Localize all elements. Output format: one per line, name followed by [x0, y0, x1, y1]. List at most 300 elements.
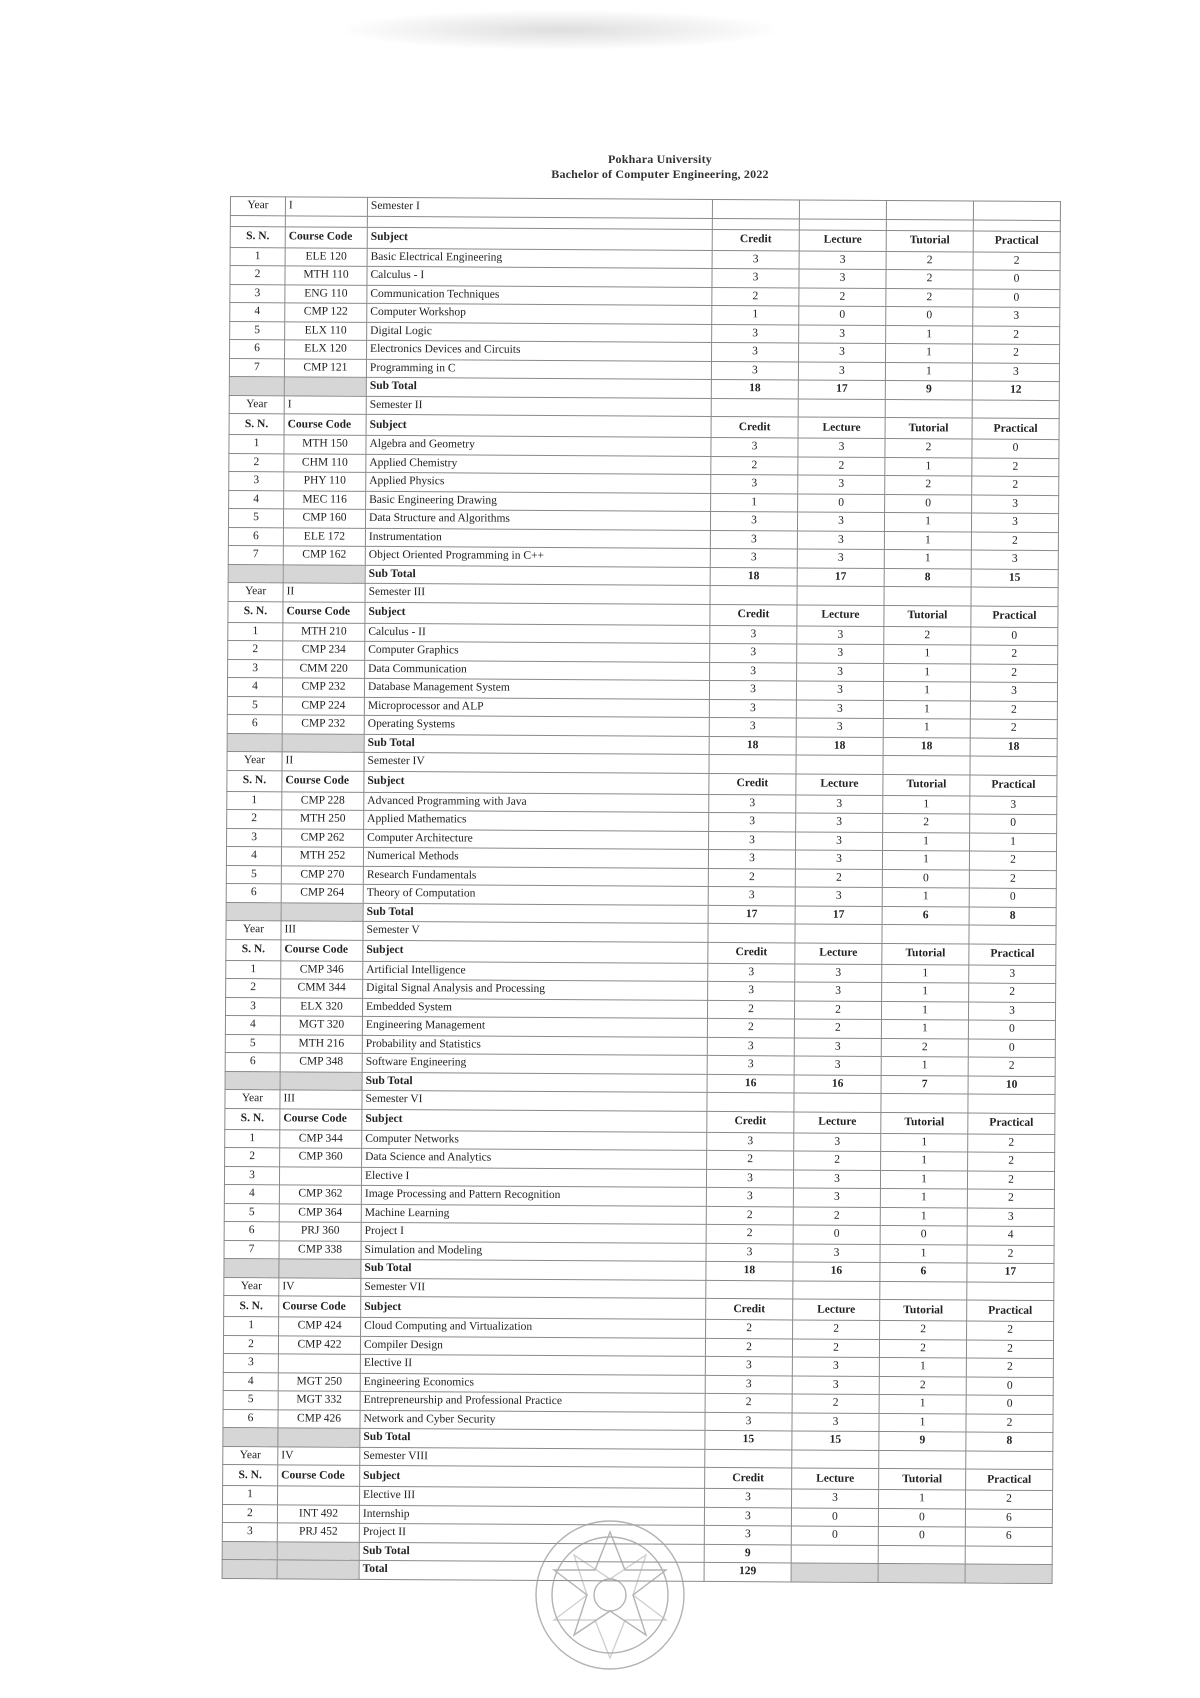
- tutorial-value: 1: [886, 325, 973, 344]
- credit-value: 3: [705, 1356, 792, 1375]
- tutorial-value: 1: [882, 850, 969, 869]
- course-subject: Computer Networks: [362, 1130, 707, 1151]
- subject-header: Subject: [360, 1465, 705, 1488]
- lecture-header: Lecture: [797, 604, 884, 626]
- credit-value: 3: [708, 981, 795, 1000]
- lecture-value: 3: [793, 1169, 880, 1188]
- course-subject: Embedded System: [362, 998, 707, 1019]
- tutorial-value: 1: [883, 832, 970, 851]
- lecture-value: 2: [794, 1151, 881, 1170]
- serial-number: 1: [229, 434, 284, 453]
- course-subject: Network and Cyber Security: [360, 1410, 705, 1431]
- practical-value: 2: [968, 1152, 1055, 1171]
- practical-value: 2: [972, 344, 1059, 363]
- subtotal-label: Sub Total: [365, 565, 710, 586]
- course-code-header: Course Code: [284, 414, 366, 436]
- tutorial-value: 1: [883, 795, 970, 814]
- serial-number: 4: [224, 1184, 279, 1203]
- credit-value: 3: [709, 717, 796, 736]
- credit-value: 2: [707, 1000, 794, 1019]
- course-code: MTH 110: [285, 266, 367, 285]
- tutorial-value: 2: [879, 1339, 966, 1358]
- year-label: Year: [224, 1277, 279, 1296]
- course-code: MTH 216: [280, 1034, 362, 1053]
- empty-cell: [281, 902, 363, 921]
- tutorial-value: 1: [880, 1188, 967, 1207]
- course-subject: Data Science and Analytics: [362, 1148, 707, 1169]
- course-code: MGT 320: [280, 1016, 362, 1035]
- document-header: [0, 152, 1200, 182]
- practical-value: 2: [971, 532, 1058, 551]
- tutorial-value: 1: [884, 531, 971, 550]
- course-code: ELX 320: [280, 997, 362, 1016]
- serial-number: 4: [223, 1372, 278, 1391]
- lecture-value: 0: [791, 1526, 878, 1545]
- sn-header: S. N.: [229, 413, 284, 434]
- serial-number: 4: [229, 490, 284, 509]
- course-subject: Applied Physics: [366, 472, 711, 493]
- practical-value: 0: [973, 289, 1060, 308]
- university-seal: [525, 1510, 695, 1680]
- subject-header: Subject: [365, 602, 710, 625]
- credit-value: 2: [706, 1224, 793, 1243]
- tutorial-value: 1: [881, 1056, 968, 1075]
- subtotal-label: Sub Total: [364, 734, 709, 755]
- empty-cell: [224, 1258, 279, 1277]
- tutorial-value: 1: [880, 1170, 967, 1189]
- lecture-value: 0: [799, 306, 886, 325]
- credit-value: 3: [709, 812, 796, 831]
- lecture-header: Lecture: [795, 942, 882, 964]
- course-subject: Image Processing and Pattern Recognition: [361, 1185, 706, 1206]
- year-value: IV: [279, 1277, 361, 1296]
- course-subject: Microprocessor and ALP: [364, 697, 709, 718]
- course-subject: Computer Graphics: [365, 641, 710, 662]
- subtotal-practical: 15: [971, 569, 1058, 588]
- credit-value: 3: [712, 268, 799, 287]
- subtotal-practical: 12: [972, 381, 1059, 400]
- practical-header: Practical: [972, 418, 1059, 440]
- credit-value: 3: [710, 530, 797, 549]
- subtotal-label: Sub Total: [361, 1259, 706, 1280]
- course-code: MTH 150: [284, 435, 366, 454]
- serial-number: 1: [225, 1129, 280, 1148]
- course-subject: Entrepreneurship and Professional Practice: [360, 1391, 705, 1412]
- credit-value: 2: [707, 1018, 794, 1037]
- empty-cell: [229, 376, 284, 395]
- credit-value: 3: [706, 1169, 793, 1188]
- practical-value: 2: [966, 1414, 1053, 1433]
- empty-cell: [973, 220, 1060, 232]
- subtotal-lecture: [791, 1544, 878, 1563]
- lecture-value: 3: [793, 1188, 880, 1207]
- practical-header: Practical: [970, 775, 1057, 797]
- course-subject: Computer Workshop: [367, 303, 712, 324]
- sn-header: S. N.: [223, 1464, 278, 1485]
- credit-value: 1: [712, 305, 799, 324]
- lecture-value: 2: [799, 287, 886, 306]
- empty-cell: [794, 1093, 881, 1112]
- lecture-value: 3: [795, 850, 882, 869]
- serial-number: 2: [223, 1335, 278, 1354]
- practical-value: 2: [970, 719, 1057, 738]
- serial-number: 5: [228, 508, 283, 527]
- course-code: ELX 120: [285, 340, 367, 359]
- subtotal-credit: 9: [704, 1544, 791, 1563]
- course-subject: Internship: [359, 1505, 704, 1526]
- course-code-header: Course Code: [285, 226, 367, 248]
- course-subject: Simulation and Modeling: [361, 1241, 706, 1262]
- subject-header: Subject: [363, 940, 708, 963]
- credit-value: 3: [712, 342, 799, 361]
- credit-value: 3: [709, 699, 796, 718]
- scan-artifact: [340, 10, 780, 50]
- credit-value: 3: [705, 1488, 792, 1507]
- course-subject: Basic Electrical Engineering: [367, 248, 712, 269]
- serial-number: 2: [229, 453, 284, 472]
- subject-header: Subject: [364, 771, 709, 794]
- subtotal-lecture: 16: [794, 1074, 881, 1093]
- credit-value: 3: [710, 548, 797, 567]
- tutorial-value: 1: [885, 457, 972, 476]
- empty-cell: [970, 756, 1057, 775]
- practical-value: 0: [969, 888, 1056, 907]
- practical-header: Practical: [968, 1113, 1055, 1135]
- tutorial-value: 1: [883, 682, 970, 701]
- serial-number: 6: [225, 1052, 280, 1071]
- subtotal-practical: 10: [968, 1076, 1055, 1095]
- empty-cell: [280, 1071, 362, 1090]
- empty-cell: [798, 398, 885, 417]
- tutorial-header: Tutorial: [885, 418, 972, 440]
- practical-value: 2: [968, 1057, 1055, 1076]
- empty-cell: [793, 1280, 880, 1299]
- lecture-value: 3: [798, 438, 885, 457]
- practical-value: 3: [967, 1208, 1054, 1227]
- course-code-header: Course Code: [279, 1296, 361, 1318]
- empty-cell: [226, 902, 281, 921]
- course-code: CMP 228: [282, 791, 364, 810]
- lecture-value: 3: [794, 1056, 881, 1075]
- course-subject: Applied Mathematics: [364, 810, 709, 831]
- semester-name: Semester VII: [361, 1278, 706, 1299]
- lecture-header: Lecture: [793, 1299, 880, 1321]
- lecture-value: 0: [793, 1225, 880, 1244]
- credit-value: 3: [712, 250, 799, 269]
- empty-cell: [797, 586, 884, 605]
- serial-number: 7: [229, 358, 284, 377]
- course-code: CMP 224: [282, 696, 364, 715]
- subtotal-tutorial: 8: [884, 568, 971, 587]
- serial-number: 3: [223, 1353, 278, 1372]
- course-code: MTH 252: [281, 847, 363, 866]
- empty-cell: [795, 924, 882, 943]
- serial-number: 2: [230, 266, 285, 285]
- tutorial-value: 0: [878, 1508, 965, 1527]
- credit-header: Credit: [709, 773, 796, 795]
- serial-number: 6: [226, 883, 281, 902]
- empty-cell: [710, 585, 797, 604]
- serial-number: 3: [228, 659, 283, 678]
- course-code: [278, 1354, 360, 1373]
- practical-value: 4: [967, 1226, 1054, 1245]
- credit-value: 3: [708, 963, 795, 982]
- tutorial-value: 1: [881, 1001, 968, 1020]
- course-subject: Numerical Methods: [363, 847, 708, 868]
- credit-value: 3: [707, 1037, 794, 1056]
- practical-value: 3: [970, 682, 1057, 701]
- course-subject: Calculus - II: [365, 623, 710, 644]
- empty-cell: [972, 400, 1059, 419]
- subtotal-label: Sub Total: [359, 1542, 704, 1563]
- credit-value: 3: [711, 474, 798, 493]
- course-code: CMP 362: [279, 1185, 361, 1204]
- lecture-value: 3: [798, 343, 885, 362]
- university-name: Pokhara University: [608, 152, 712, 166]
- empty-cell: [878, 1563, 965, 1582]
- sn-header: S. N.: [228, 601, 283, 622]
- tutorial-value: 2: [885, 439, 972, 458]
- tutorial-value: 2: [885, 476, 972, 495]
- course-code: PRJ 360: [279, 1222, 361, 1241]
- subtotal-lecture: 18: [796, 736, 883, 755]
- course-subject: Elective III: [360, 1486, 705, 1507]
- year-label: Year: [223, 1446, 278, 1465]
- subtotal-credit: 18: [706, 1261, 793, 1280]
- serial-number: 5: [227, 696, 282, 715]
- tutorial-value: 1: [885, 344, 972, 363]
- course-subject: Advanced Programming with Java: [364, 792, 709, 813]
- credit-value: 2: [711, 456, 798, 475]
- lecture-value: 3: [797, 512, 884, 531]
- subtotal-tutorial: 9: [879, 1431, 966, 1450]
- empty-cell: [284, 377, 366, 396]
- subtotal-tutorial: [878, 1545, 965, 1564]
- course-subject: Project II: [359, 1523, 704, 1544]
- tutorial-value: 0: [886, 307, 973, 326]
- empty-cell: [966, 1451, 1053, 1470]
- tutorial-value: 1: [884, 550, 971, 569]
- lecture-value: 3: [796, 813, 883, 832]
- course-code: PHY 110: [284, 472, 366, 491]
- course-code: CMP 364: [279, 1203, 361, 1222]
- empty-cell: [967, 1282, 1054, 1301]
- course-code: CMP 264: [281, 884, 363, 903]
- credit-value: 3: [710, 662, 797, 681]
- credit-value: 2: [706, 1319, 793, 1338]
- empty-cell: [225, 1071, 280, 1090]
- empty-cell: [712, 218, 799, 230]
- course-subject: Communication Techniques: [367, 285, 712, 306]
- course-subject: Probability and Statistics: [362, 1035, 707, 1056]
- lecture-value: 3: [791, 1489, 878, 1508]
- course-subject: Research Fundamentals: [363, 866, 708, 887]
- course-code: CMM 220: [283, 659, 365, 678]
- practical-value: 0: [971, 627, 1058, 646]
- subtotal-label: Sub Total: [366, 377, 711, 398]
- lecture-value: 3: [792, 1357, 879, 1376]
- course-code: INT 492: [277, 1504, 359, 1523]
- lecture-value: 3: [796, 681, 883, 700]
- lecture-value: 0: [791, 1507, 878, 1526]
- tutorial-value: 2: [886, 288, 973, 307]
- lecture-value: 3: [799, 269, 886, 288]
- year-label: Year: [227, 751, 282, 770]
- course-code: MEC 116: [284, 490, 366, 509]
- empty-cell: [285, 215, 367, 227]
- course-code: CMP 232: [282, 715, 364, 734]
- course-code: CMP 360: [280, 1148, 362, 1167]
- year-value: III: [280, 1090, 362, 1109]
- serial-number: 5: [224, 1203, 279, 1222]
- practical-value: 2: [970, 701, 1057, 720]
- empty-cell: [969, 925, 1056, 944]
- tutorial-value: 1: [879, 1357, 966, 1376]
- sn-header: S. N.: [227, 770, 282, 791]
- course-code: ELX 110: [285, 321, 367, 340]
- serial-number: 2: [222, 1504, 277, 1523]
- lecture-value: 3: [797, 662, 884, 681]
- practical-value: 3: [973, 307, 1060, 326]
- empty-cell: [708, 923, 795, 942]
- course-subject: Project I: [361, 1222, 706, 1243]
- course-code: CMP 344: [280, 1129, 362, 1148]
- empty-cell: [885, 399, 972, 418]
- course-code: ENG 110: [285, 284, 367, 303]
- course-subject: Computer Architecture: [364, 829, 709, 850]
- tutorial-header: Tutorial: [882, 943, 969, 965]
- subtotal-lecture: 17: [798, 380, 885, 399]
- empty-cell: [886, 201, 973, 220]
- subtotal-label: Sub Total: [362, 1072, 707, 1093]
- course-code: ELE 172: [283, 527, 365, 546]
- lecture-value: 3: [795, 963, 882, 982]
- empty-cell: [222, 1559, 277, 1578]
- empty-cell: [883, 755, 970, 774]
- semester-name: Semester II: [366, 396, 711, 417]
- subtotal-label: Sub Total: [363, 903, 708, 924]
- practical-value: 0: [966, 1377, 1053, 1396]
- practical-value: 2: [968, 1134, 1055, 1153]
- tutorial-value: 1: [883, 719, 970, 738]
- serial-number: 5: [226, 865, 281, 884]
- lecture-value: 2: [792, 1394, 879, 1413]
- course-code: CMM 344: [281, 979, 363, 998]
- course-code: CMP 121: [284, 358, 366, 377]
- tutorial-value: 1: [879, 1394, 966, 1413]
- empty-cell: [711, 398, 798, 417]
- course-code: CMP 338: [279, 1240, 361, 1259]
- empty-cell: [968, 1094, 1055, 1113]
- credit-header: Credit: [706, 1298, 793, 1320]
- lecture-value: 2: [798, 456, 885, 475]
- empty-cell: [277, 1541, 359, 1560]
- practical-value: 2: [967, 1189, 1054, 1208]
- course-code: [279, 1166, 361, 1185]
- course-subject: Applied Chemistry: [366, 454, 711, 475]
- lecture-value: 3: [794, 1132, 881, 1151]
- empty-cell: [279, 1259, 361, 1278]
- credit-value: 3: [711, 361, 798, 380]
- empty-cell: [230, 215, 285, 226]
- subtotal-credit: 18: [711, 379, 798, 398]
- serial-number: 4: [227, 677, 282, 696]
- year-label: Year: [230, 197, 285, 216]
- course-subject: Digital Signal Analysis and Processing: [363, 979, 708, 1000]
- subtotal-label: Sub Total: [360, 1428, 705, 1449]
- course-code-header: Course Code: [282, 770, 364, 792]
- year-value: I: [285, 197, 367, 216]
- tutorial-value: 2: [879, 1376, 966, 1395]
- subtotal-lecture: 17: [795, 905, 882, 924]
- serial-number: 7: [224, 1240, 279, 1259]
- subtotal-practical: 17: [967, 1263, 1054, 1282]
- serial-number: 5: [223, 1390, 278, 1409]
- empty-cell: [228, 564, 283, 583]
- course-subject: Instrumentation: [365, 528, 710, 549]
- tutorial-value: 1: [878, 1489, 965, 1508]
- serial-number: 2: [225, 1147, 280, 1166]
- total-credit: 129: [704, 1562, 791, 1581]
- practical-value: 2: [973, 326, 1060, 345]
- sn-header: S. N.: [230, 226, 285, 247]
- empty-cell: [706, 1280, 793, 1299]
- credit-value: 2: [705, 1393, 792, 1412]
- credit-value: 3: [710, 511, 797, 530]
- subtotal-practical: 8: [966, 1432, 1053, 1451]
- tutorial-value: 1: [879, 1413, 966, 1432]
- course-subject: Database Management System: [364, 678, 709, 699]
- tutorial-header: Tutorial: [880, 1299, 967, 1321]
- practical-value: 0: [968, 1039, 1055, 1058]
- tutorial-value: 0: [882, 869, 969, 888]
- practical-value: 3: [972, 495, 1059, 514]
- course-code-header: Course Code: [281, 939, 363, 961]
- course-subject: Artificial Intelligence: [363, 961, 708, 982]
- lecture-header: Lecture: [796, 773, 883, 795]
- credit-value: 3: [706, 1243, 793, 1262]
- practical-value: 2: [972, 458, 1059, 477]
- practical-value: 2: [969, 870, 1056, 889]
- subtotal-lecture: 15: [792, 1431, 879, 1450]
- subtotal-credit: 17: [708, 905, 795, 924]
- credit-value: 3: [710, 643, 797, 662]
- tutorial-header: Tutorial: [881, 1112, 968, 1134]
- practical-value: 1: [970, 833, 1057, 852]
- lecture-value: 3: [797, 549, 884, 568]
- empty-cell: [791, 1563, 878, 1582]
- tutorial-value: 1: [881, 1019, 968, 1038]
- practical-value: 3: [971, 513, 1058, 532]
- practical-value: 2: [972, 476, 1059, 495]
- credit-value: 3: [704, 1525, 791, 1544]
- course-subject: Calculus - I: [367, 266, 712, 287]
- practical-value: 2: [971, 664, 1058, 683]
- empty-cell: [707, 1092, 794, 1111]
- subtotal-practical: 8: [969, 907, 1056, 926]
- empty-cell: [227, 733, 282, 752]
- lecture-value: 3: [793, 1243, 880, 1262]
- practical-header: Practical: [973, 231, 1060, 253]
- semester-name: Semester I: [367, 197, 712, 218]
- course-code: ELE 120: [285, 247, 367, 266]
- empty-cell: [882, 924, 969, 943]
- lecture-value: 3: [794, 1037, 881, 1056]
- empty-cell: [879, 1450, 966, 1469]
- subtotal-tutorial: 6: [882, 906, 969, 925]
- credit-value: 3: [707, 1132, 794, 1151]
- year-value: II: [283, 583, 365, 602]
